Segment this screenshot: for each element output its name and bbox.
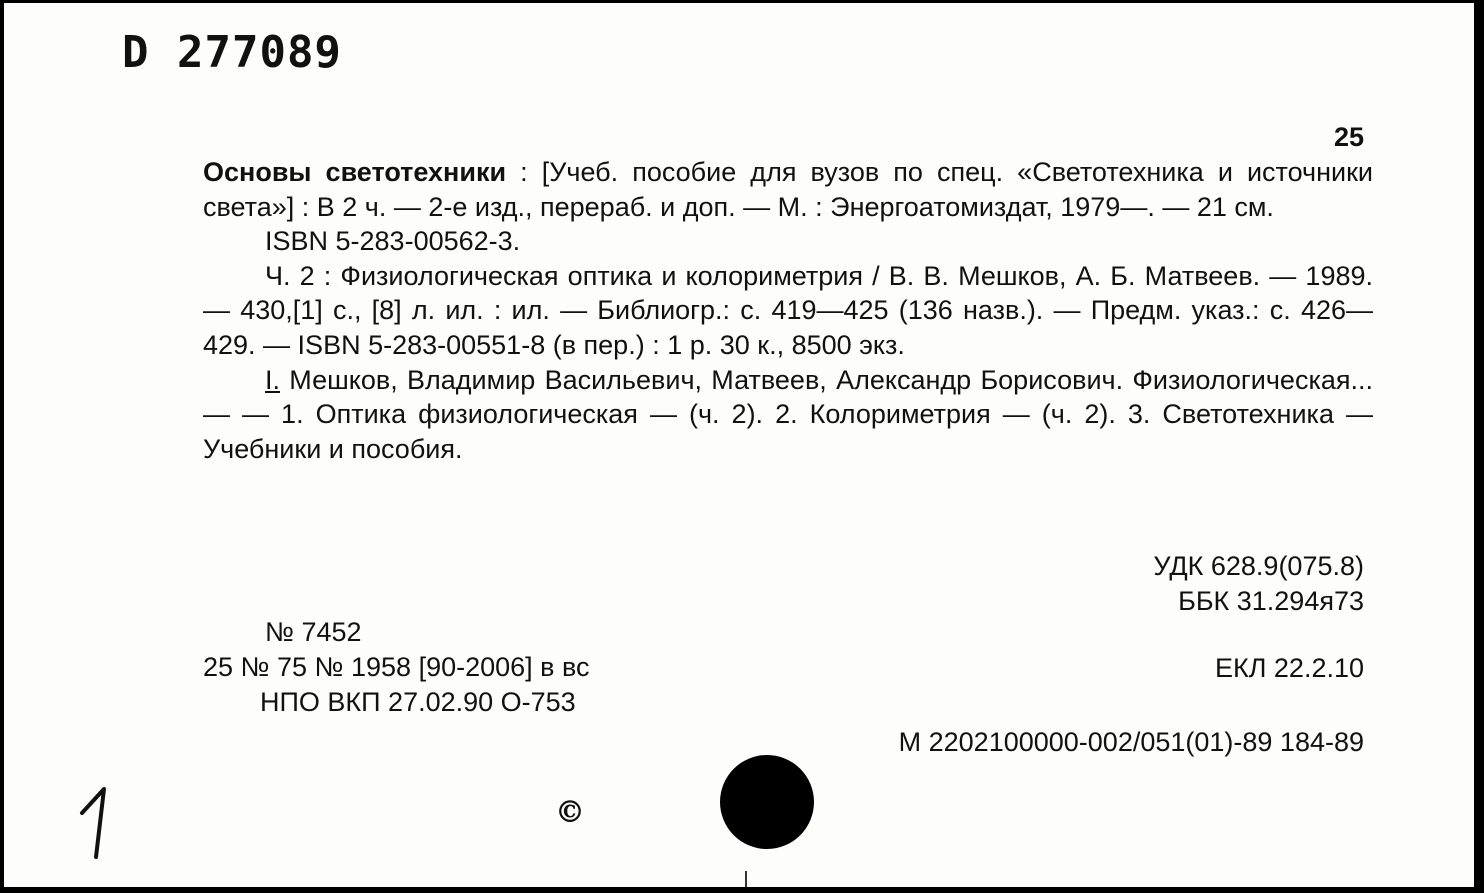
catalog-card <box>4 3 1474 887</box>
volume-description: Ч. 2 : Физиологическая оптика и колориметрия / В. В. Мешков, А. Б. Матвеев. — 1989. — 430,[1] с., [8] л. ил. : ил. — Библиогр.: с. 419—425 (136 назв.). — Предм. указ.: с. 426—429. — ISBN 5-283-00551-8 (в пер.) : 1 р. 30 к., 8500 экз. <box>203 260 1373 360</box>
book-title: Основы светотехники <box>203 157 507 187</box>
copyright-mark: © <box>555 795 585 830</box>
record-line: 25 № 75 № 1958 [90-2006] в вс <box>203 652 590 682</box>
ekl-code: ЕКЛ 22.2.10 <box>1214 653 1364 683</box>
tracing-number: I. <box>265 364 281 395</box>
udk-code: УДК 628.9(075.8) <box>1153 551 1364 581</box>
filled-circle-icon <box>720 755 814 849</box>
handwritten-mark-icon <box>74 783 134 863</box>
isbn-series: ISBN 5-283-00562-3. <box>265 226 521 257</box>
catalog-code: М 2202100000-002/051(01)-89 184-89 <box>898 727 1364 757</box>
bbk-code: ББК 31.294я73 <box>1178 586 1364 616</box>
classification-codes <box>1153 549 1364 619</box>
record-info <box>203 615 590 720</box>
npo-line: НПО ВКП 27.02.90 О-753 <box>260 687 576 717</box>
tracings-paragraph <box>203 363 1373 467</box>
page-number: 25 <box>1333 122 1364 152</box>
card-id: D 277089 <box>122 27 342 78</box>
tracings-text: Мешков, Владимир Васильевич, Матвеев, Александр Борисович. Физиологическая... — — 1. Оптика физиологическая — (ч. 2). 2. Колориметрия — (ч. 2). 3. Светотехника — Учебники и пособия. <box>203 364 1373 464</box>
bibliographic-record <box>203 155 1373 466</box>
divider-mark <box>745 871 747 887</box>
book-description: : [Учеб. пособие для вузов по спец. «Светотехника и источники света»] : В 2 ч. — 2-е изд., перераб. и доп. — М. : Энергоатомиздат, 1979—. — 21 см. <box>203 157 1373 222</box>
title-paragraph <box>203 155 1373 224</box>
record-number: № 7452 <box>265 617 362 647</box>
